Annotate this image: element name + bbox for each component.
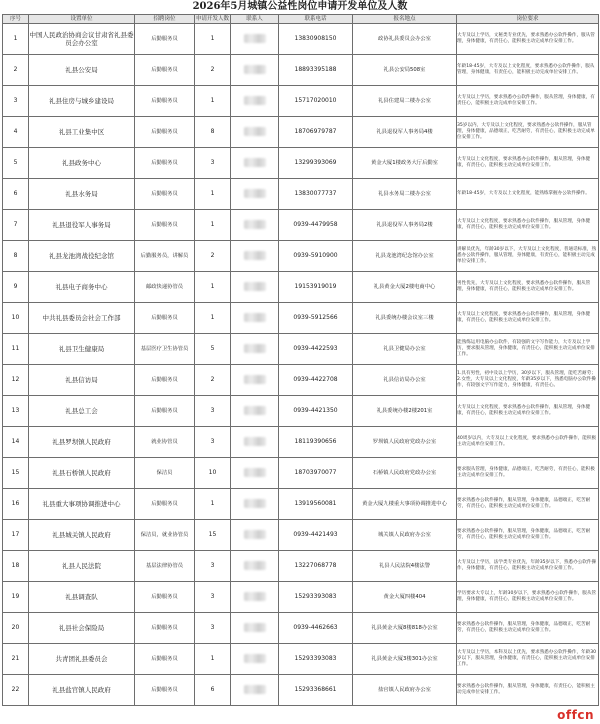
redacted-contact	[244, 220, 266, 229]
redacted-contact	[244, 468, 266, 477]
cell-requirements: 要求熟悉办公软件操作，服从管理，身体健康，品德端正，吃苦耐劳，有责任心，能积极主动完成单位安排工作。	[457, 489, 599, 520]
redacted-contact	[244, 96, 266, 105]
cell-contact	[231, 55, 279, 86]
cell-count: 2	[195, 241, 231, 272]
cell-requirements: 40周岁以内，大专及以上文化程度，要求熟悉办公软件操作，能积极主动完成单位安排工作。	[457, 427, 599, 458]
table-row	[3, 458, 599, 489]
cell-unit: 中国人民政治协商会议甘肃省礼县委员会办公室	[29, 24, 135, 55]
cell-unit: 礼县盐官镇人民政府	[29, 675, 135, 706]
cell-address: 礼县黄金大厦8楼818办公室	[353, 613, 457, 644]
cell-address: 礼县黄金大厦3楼301办公室	[353, 644, 457, 675]
cell-contact	[231, 272, 279, 303]
cell-position: 后勤服务员	[135, 675, 195, 706]
cell-index: 18	[3, 551, 29, 582]
cell-count: 3	[195, 613, 231, 644]
cell-phone: 15293393083	[279, 582, 353, 613]
cell-contact	[231, 179, 279, 210]
cell-index: 17	[3, 520, 29, 551]
redacted-contact	[244, 654, 266, 663]
table-row	[3, 117, 599, 148]
cell-position: 后勤服务员	[135, 24, 195, 55]
cell-contact	[231, 520, 279, 551]
redacted-contact	[244, 158, 266, 167]
watermark-logo: offcn	[557, 708, 594, 722]
cell-count: 6	[195, 675, 231, 706]
table-row	[3, 489, 599, 520]
cell-requirements: 男性优先，大专及以上文化程度，要求熟悉办公软件操作，服从管理，身体健康，有责任心，能积极主动完成单位安排工作。	[457, 272, 599, 303]
redacted-contact	[244, 251, 266, 260]
cell-contact	[231, 489, 279, 520]
table-row	[3, 644, 599, 675]
cell-position: 后勤服务员	[135, 644, 195, 675]
cell-address: 盐官镇人民政府办公室	[353, 675, 457, 706]
table-row	[3, 675, 599, 706]
cell-count: 5	[195, 334, 231, 365]
cell-requirements: 1.具有男性，初中及以上学历，30岁以下，服从管理，能吃苦耐劳；2.女性，大专及以上文化程度，年龄35岁以下，熟悉电脑办公软件操作，有较强文字写作能力，身体健康，有责任心。	[457, 365, 599, 396]
header-contact: 联系人	[231, 15, 279, 24]
table-row	[3, 55, 599, 86]
cell-address: 礼县卫健局办公室	[353, 334, 457, 365]
table-row	[3, 551, 599, 582]
cell-count: 1	[195, 489, 231, 520]
cell-index: 19	[3, 582, 29, 613]
redacted-contact	[244, 282, 266, 291]
redacted-contact	[244, 313, 266, 322]
table-row	[3, 86, 599, 117]
header-requirements: 岗位要求	[457, 15, 599, 24]
cell-address: 城关镇人民政府办公室	[353, 520, 457, 551]
redacted-contact	[244, 530, 266, 539]
cell-count: 15	[195, 520, 231, 551]
cell-requirements: 大专及以上文化程度，要求熟悉办公软件操作，服从管理，身体健康，有责任心，能积极主动完成单位安排工作。	[457, 210, 599, 241]
cell-index: 2	[3, 55, 29, 86]
cell-phone: 13299393069	[279, 148, 353, 179]
cell-address: 罗坝镇人民政府党政办公室	[353, 427, 457, 458]
cell-address: 政协礼县委员会办公室	[353, 24, 457, 55]
cell-address: 礼县退役军人事务局2楼	[353, 210, 457, 241]
cell-contact	[231, 365, 279, 396]
cell-count: 1	[195, 303, 231, 334]
table-row	[3, 520, 599, 551]
cell-position: 邮政快递协管员	[135, 272, 195, 303]
cell-position: 后勤服务员	[135, 117, 195, 148]
cell-unit: 中共礼县委员会社会工作部	[29, 303, 135, 334]
cell-address: 礼县人民法院4楼法警	[353, 551, 457, 582]
cell-address: 黄金大厦四楼404	[353, 582, 457, 613]
cell-index: 6	[3, 179, 29, 210]
cell-count: 2	[195, 365, 231, 396]
cell-index: 4	[3, 117, 29, 148]
table-row	[3, 582, 599, 613]
cell-requirements: 大专及以上文化程度，要求熟悉办公软件操作，服从管理，身体健康，有责任心，能积极主动完成单位安排工作。	[457, 303, 599, 334]
cell-contact	[231, 334, 279, 365]
cell-position: 后勤服务员	[135, 148, 195, 179]
cell-index: 9	[3, 272, 29, 303]
table-header	[3, 15, 599, 24]
cell-position: 保洁员	[135, 458, 195, 489]
cell-phone: 13830908150	[279, 24, 353, 55]
cell-phone: 0939-4421493	[279, 520, 353, 551]
cell-contact	[231, 396, 279, 427]
cell-requirements: 能熟练运用电脑办公软件，有较强的文字写作能力，大专及以上学历，要求服从管理，身体健康，有责任心，能积极主动完成单位安排工作。	[457, 334, 599, 365]
cell-index: 12	[3, 365, 29, 396]
cell-unit: 礼县退役军人事务局	[29, 210, 135, 241]
redacted-contact	[244, 623, 266, 632]
redacted-contact	[244, 375, 266, 384]
table-row	[3, 303, 599, 334]
cell-requirements: 要求熟悉办公软件操作，服从管理，身体健康，有责任心，能积极主动完成单位安排工作。	[457, 675, 599, 706]
cell-contact	[231, 24, 279, 55]
cell-address: 石桥镇人民政府党政办公室	[353, 458, 457, 489]
cell-count: 1	[195, 179, 231, 210]
cell-requirements: 要求服从管理，身体健康，品德端正，吃苦耐劳，有责任心，能积极主动完成单位安排工作。	[457, 458, 599, 489]
table-row	[3, 427, 599, 458]
table-row	[3, 272, 599, 303]
cell-index: 20	[3, 613, 29, 644]
cell-count: 10	[195, 458, 231, 489]
redacted-contact	[244, 344, 266, 353]
cell-requirements: 学历要求大专以上，年龄30岁以下，要求熟悉办公软件操作，服从管理，身体健康，有责任心，能积极主动完成单位安排工作。	[457, 582, 599, 613]
header-address: 报名地点	[353, 15, 457, 24]
cell-phone: 13919560081	[279, 489, 353, 520]
cell-count: 3	[195, 551, 231, 582]
cell-count: 3	[195, 396, 231, 427]
cell-address: 礼县信访局办公室	[353, 365, 457, 396]
cell-address: 礼县水务局二楼办公室	[353, 179, 457, 210]
cell-count: 1	[195, 86, 231, 117]
redacted-contact	[244, 592, 266, 601]
redacted-contact	[244, 189, 266, 198]
cell-index: 21	[3, 644, 29, 675]
table-row	[3, 148, 599, 179]
redacted-contact	[244, 65, 266, 74]
cell-unit: 礼县住房与城乡建设局	[29, 86, 135, 117]
cell-address: 礼县龙池湾纪念馆办公室	[353, 241, 457, 272]
cell-index: 3	[3, 86, 29, 117]
redacted-contact	[244, 406, 266, 415]
table-row	[3, 179, 599, 210]
cell-address: 礼县住建局二楼办公室	[353, 86, 457, 117]
cell-unit: 礼县石桥镇人民政府	[29, 458, 135, 489]
table-row	[3, 24, 599, 55]
page-title: 2026年5月城镇公益性岗位申请开发单位及人数	[192, 1, 408, 12]
cell-unit: 礼县罗坝镇人民政府	[29, 427, 135, 458]
cell-count: 1	[195, 272, 231, 303]
cell-requirements: 要求熟悉办公软件操作，服从管理，身体健康，品德端正，吃苦耐劳，有责任心，能积极主动完成单位安排工作。	[457, 520, 599, 551]
cell-phone: 0939-4421350	[279, 396, 353, 427]
cell-phone: 19153919019	[279, 272, 353, 303]
cell-unit: 礼县龙池湾战役纪念馆	[29, 241, 135, 272]
cell-phone: 0939-4422708	[279, 365, 353, 396]
table-row	[3, 241, 599, 272]
cell-phone: 0939-4479958	[279, 210, 353, 241]
positions-table	[2, 14, 599, 706]
table-row	[3, 334, 599, 365]
cell-contact	[231, 427, 279, 458]
cell-phone: 18893395188	[279, 55, 353, 86]
cell-count: 1	[195, 644, 231, 675]
cell-position: 后勤服务员	[135, 396, 195, 427]
cell-index: 22	[3, 675, 29, 706]
cell-count: 1	[195, 210, 231, 241]
cell-phone: 15717020010	[279, 86, 353, 117]
header-position: 招聘岗位	[135, 15, 195, 24]
cell-index: 11	[3, 334, 29, 365]
cell-unit: 礼县城关镇人民政府	[29, 520, 135, 551]
cell-position: 后勤服务员	[135, 55, 195, 86]
cell-contact	[231, 613, 279, 644]
cell-contact	[231, 458, 279, 489]
cell-requirements: 讲解员优先，年龄30岁以下，大专及以上文化程度，普通话标准，熟悉办公软件操作，服从管理，身体健康，有责任心，能积极主动完成单位安排工作。	[457, 241, 599, 272]
cell-count: 1	[195, 24, 231, 55]
redacted-contact	[244, 499, 266, 508]
cell-position: 后勤服务员	[135, 613, 195, 644]
cell-index: 8	[3, 241, 29, 272]
cell-contact	[231, 582, 279, 613]
cell-count: 8	[195, 117, 231, 148]
cell-count: 2	[195, 55, 231, 86]
cell-address: 黄金大厦1楼政务大厅后勤室	[353, 148, 457, 179]
cell-index: 15	[3, 458, 29, 489]
cell-requirements: 大专及以上学历，法学类专业优先，年龄35岁以下，熟悉办公软件操作，身体健康，有责任心，能积极主动完成单位安排工作。	[457, 551, 599, 582]
cell-contact	[231, 241, 279, 272]
header-index: 序号	[3, 15, 29, 24]
cell-position: 后勤服务员	[135, 489, 195, 520]
cell-unit: 礼县电子商务中心	[29, 272, 135, 303]
table-row	[3, 396, 599, 427]
cell-unit: 共青团礼县委员会	[29, 644, 135, 675]
cell-position: 基层法律协管员	[135, 551, 195, 582]
cell-requirements: 大专及以上学历，文秘类专业优先，要求熟悉办公软件操作，服从管理，身体健康，有责任心，能积极主动完成单位安排工作。	[457, 24, 599, 55]
cell-position: 就业协管员	[135, 427, 195, 458]
cell-requirements: 要求熟悉办公软件操作，服从管理，身体健康，品德端正，吃苦耐劳，有责任心，能积极主动完成单位安排工作。	[457, 613, 599, 644]
cell-count: 3	[195, 582, 231, 613]
cell-requirements: 大专及以上学历，本科及以上优先，要求熟悉办公软件操作，年龄30岁以下，服从管理，身体健康，有责任心，能积极主动完成单位安排工作。	[457, 644, 599, 675]
cell-address: 礼县委统办楼2楼201室	[353, 396, 457, 427]
cell-index: 10	[3, 303, 29, 334]
cell-requirements: 35岁以内，大专及以上文化程度，要求熟悉办公软件操作，服从管理，身体健康，品德端正，吃苦耐劳，有责任心，能积极主动完成单位安排工作。	[457, 117, 599, 148]
cell-contact	[231, 675, 279, 706]
redacted-contact	[244, 127, 266, 136]
cell-unit: 礼县水务局	[29, 179, 135, 210]
cell-unit: 礼县工业集中区	[29, 117, 135, 148]
cell-phone: 18703970077	[279, 458, 353, 489]
cell-phone: 18119390656	[279, 427, 353, 458]
cell-contact	[231, 148, 279, 179]
cell-requirements: 年龄18-45岁，大专及以上文化程度，能熟练掌握办公软件操作。	[457, 179, 599, 210]
cell-position: 后勤服务员	[135, 86, 195, 117]
cell-position: 后勤服务员	[135, 582, 195, 613]
cell-requirements: 大专及以上文化程度，要求熟悉办公软件操作，服从管理，身体健康，有责任心，能积极主动完成单位安排工作。	[457, 396, 599, 427]
cell-address: 礼县委统办楼会议室三楼	[353, 303, 457, 334]
table-row	[3, 210, 599, 241]
cell-address: 礼县公安局508室	[353, 55, 457, 86]
cell-index: 5	[3, 148, 29, 179]
cell-contact	[231, 551, 279, 582]
cell-index: 7	[3, 210, 29, 241]
cell-phone: 15293393083	[279, 644, 353, 675]
cell-address: 礼县黄金大厦2楼电商中心	[353, 272, 457, 303]
cell-unit: 礼县调查队	[29, 582, 135, 613]
redacted-contact	[244, 685, 266, 694]
cell-unit: 礼县总工会	[29, 396, 135, 427]
cell-count: 3	[195, 148, 231, 179]
cell-unit: 礼县人民法院	[29, 551, 135, 582]
cell-phone: 13227068778	[279, 551, 353, 582]
cell-phone: 0939-5910900	[279, 241, 353, 272]
cell-unit: 礼县公安局	[29, 55, 135, 86]
cell-unit: 礼县信访局	[29, 365, 135, 396]
cell-requirements: 大专及以上学历，要求熟悉办公软件操作，服从管理，身体健康，有责任心，能积极主动完成单位安排工作。	[457, 86, 599, 117]
cell-position: 后勤服务员	[135, 179, 195, 210]
header-unit: 设置单位	[29, 15, 135, 24]
cell-phone: 15293368661	[279, 675, 353, 706]
cell-index: 13	[3, 396, 29, 427]
cell-contact	[231, 210, 279, 241]
cell-position: 后勤服务员，讲解员	[135, 241, 195, 272]
cell-phone: 0939-4422593	[279, 334, 353, 365]
cell-unit: 礼县重大事项协调推进中心	[29, 489, 135, 520]
cell-index: 16	[3, 489, 29, 520]
table-row	[3, 613, 599, 644]
cell-phone: 18706979787	[279, 117, 353, 148]
cell-contact	[231, 303, 279, 334]
cell-position: 基层医疗卫生协管员	[135, 334, 195, 365]
header-phone: 联系电话	[279, 15, 353, 24]
cell-position: 保洁员，就业协管员	[135, 520, 195, 551]
cell-requirements: 大专及以上文化程度，要求熟悉办公软件操作，服从管理，身体健康，有责任心，能积极主动完成单位安排工作。	[457, 148, 599, 179]
cell-position: 后勤服务员	[135, 365, 195, 396]
redacted-contact	[244, 561, 266, 570]
table-row	[3, 365, 599, 396]
cell-address: 礼县退役军人事务局4楼	[353, 117, 457, 148]
redacted-contact	[244, 437, 266, 446]
cell-contact	[231, 644, 279, 675]
cell-unit: 礼县社会保险局	[29, 613, 135, 644]
cell-index: 1	[3, 24, 29, 55]
table-body	[3, 24, 599, 706]
cell-contact	[231, 86, 279, 117]
header-count: 申请开发人数	[195, 16, 229, 22]
cell-position: 后勤服务员	[135, 210, 195, 241]
cell-phone: 0939-4462663	[279, 613, 353, 644]
cell-phone: 13830077737	[279, 179, 353, 210]
cell-count: 3	[195, 427, 231, 458]
cell-requirements: 年龄18-45岁，大专及以上文化程度，要求熟悉办公软件操作，服从管理，身体健康，有责任心，能积极主动完成单位安排工作。	[457, 55, 599, 86]
redacted-contact	[244, 34, 266, 43]
cell-unit: 礼县政务中心	[29, 148, 135, 179]
cell-unit: 礼县卫生健康局	[29, 334, 135, 365]
cell-address: 黄金大厦九楼重大事项协调推进中心	[353, 489, 457, 520]
cell-position: 后勤服务员	[135, 303, 195, 334]
cell-contact	[231, 117, 279, 148]
cell-index: 14	[3, 427, 29, 458]
cell-phone: 0939-5912566	[279, 303, 353, 334]
